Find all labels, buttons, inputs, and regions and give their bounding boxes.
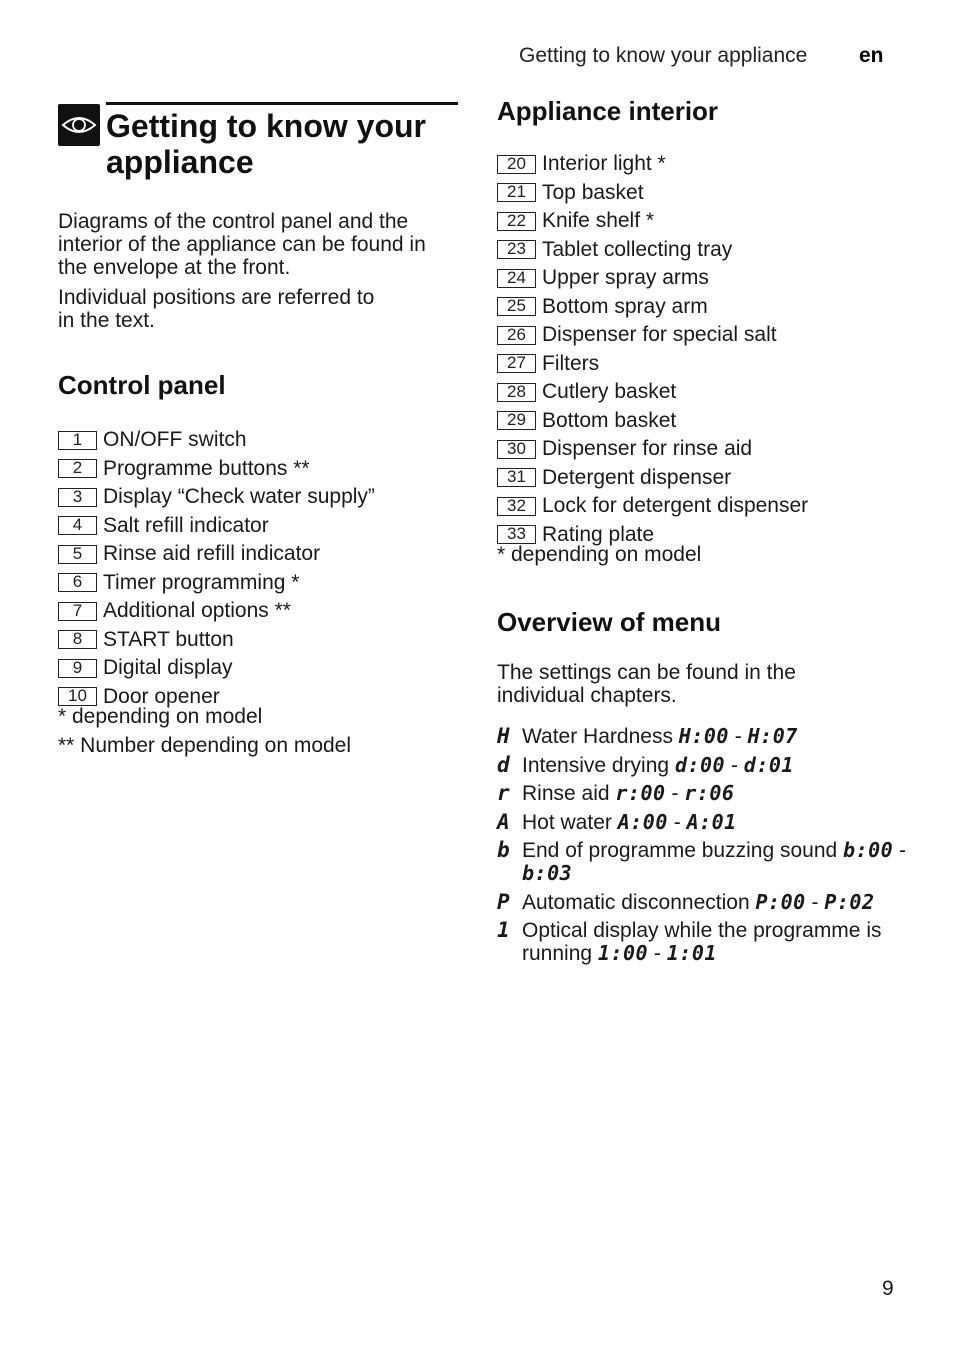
range-start: P:00 [755,889,806,914]
running-header-title: Getting to know your appliance [519,44,808,67]
position-number: 31 [497,468,536,487]
list-item [497,179,917,208]
item-label: Salt refill indicator [103,513,269,537]
footnote: * depending on model [497,543,702,566]
menu-item: H Water Hardness H:00 - H:07 [497,724,798,748]
control-panel-list [58,426,458,711]
menu-label: Rinse aid [522,782,610,805]
item-label: Timer programming * [103,570,300,594]
item-label: Knife shelf * [542,209,655,233]
item-label: Dispenser for special salt [542,323,777,347]
position-number: 26 [497,326,536,345]
item-label: Filters [542,351,600,375]
overview-intro: The settings can be found in the individual chapters. [497,661,796,707]
list-item [58,654,458,683]
appliance-interior-heading: Appliance interior [497,96,719,126]
range-end: r:06 [684,781,735,805]
position-number: 27 [497,354,536,373]
item-label: Rating plate [542,522,655,546]
position-number: 10 [58,687,97,706]
page-number: 9 [882,1277,894,1300]
position-number: 20 [497,155,536,174]
range-end: b:03 [522,861,573,885]
title-rule [106,102,458,105]
list-item [58,483,458,512]
menu-label: Automatic disconnection [522,890,750,914]
intro-paragraph-2: Individual positions are referred to in the text. [58,286,375,332]
list-item [497,321,917,350]
position-number: 6 [58,573,97,592]
menu-label: Hot water [522,810,612,834]
menu-symbol: P [497,889,510,914]
item-label: Interior light * [542,152,666,176]
range-end: 1:01 [666,941,717,965]
range-start: d:00 [674,752,726,777]
menu-symbol: b [497,838,510,862]
item-label: Programme buttons ** [103,456,310,480]
range-start: r:00 [615,781,666,805]
footnote-2: ** Number depending on model [58,734,352,757]
range-start: A:00 [617,809,668,834]
menu-symbol: H [497,724,510,748]
range-end: H:07 [747,724,798,748]
menu-item: A Hot water A:00 - A:01 [497,809,737,834]
item-label: Rinse aid refill indicator [103,542,321,566]
position-number: 23 [497,240,536,259]
item-label: Bottom basket [542,408,677,432]
list-item [497,236,917,265]
position-number: 28 [497,383,536,402]
list-item [58,626,458,655]
position-number: 22 [497,212,536,231]
list-item [58,512,458,541]
position-number: 9 [58,659,97,678]
item-label: Digital display [103,656,233,680]
range-end: A:01 [686,809,737,834]
item-label: Door opener [103,684,220,708]
list-item [497,435,917,464]
menu-item: 1 Optical display while the programme is running 1:00 - 1:01 [497,918,882,965]
right-column [497,96,917,971]
position-number: 33 [497,525,536,544]
item-label: Lock for detergent dispenser [542,494,809,518]
range-start: H:00 [678,724,729,748]
position-number: 5 [58,545,97,564]
item-label: ON/OFF switch [103,428,247,452]
list-item [497,264,917,293]
menu-item: P Automatic disconnection P:00 - P:02 [497,889,875,914]
list-item [58,540,458,569]
intro-paragraph: Diagrams of the control panel and the interior of the appliance can be found in the envelope at the front. [58,210,426,279]
list-item [497,464,917,493]
list-item [58,455,458,484]
menu-symbol: r [497,781,510,805]
range-start: 1:00 [597,941,649,965]
position-number: 4 [58,516,97,535]
menu-symbol: d [497,752,510,777]
menu-label: Water Hardness [522,725,673,748]
list-item [497,407,917,436]
menu-overview-list [497,725,917,965]
menu-item: b End of programme buzzing sound b:00 - b:03 [497,838,907,885]
position-number: 8 [58,630,97,649]
item-label: Upper spray arms [542,266,709,290]
list-item [497,492,917,521]
item-label: Detergent dispenser [542,465,732,489]
item-label: Bottom spray arm [542,294,708,318]
item-label: Dispenser for rinse aid [542,437,753,461]
item-label: Top basket [542,180,644,204]
list-item [497,207,917,236]
section-title [58,102,458,180]
overview-heading: Overview of menu [497,607,721,637]
range-end: d:01 [743,752,794,777]
menu-symbol: A [497,809,510,834]
position-number: 2 [58,459,97,478]
list-item [58,426,458,455]
menu-label: End of programme buzzing sound [522,839,838,862]
menu-label: Intensive drying [522,753,670,777]
position-number: 7 [58,602,97,621]
position-number: 32 [497,497,536,516]
item-label: Display “Check water supply” [103,485,375,509]
list-item [497,350,917,379]
item-label: START button [103,627,234,651]
menu-item: d Intensive drying d:00 - d:01 [497,752,794,777]
appliance-interior-list [497,150,917,549]
eye-icon [58,104,100,146]
position-number: 3 [58,488,97,507]
list-item [497,378,917,407]
footnote: * depending on model [58,705,263,728]
language-code: en [859,44,884,67]
position-number: 29 [497,411,536,430]
position-number: 21 [497,183,536,202]
list-item [58,597,458,626]
range-start: b:00 [843,838,894,862]
position-number: 25 [497,297,536,316]
running-header [519,44,899,68]
list-item [497,293,917,322]
position-number: 30 [497,440,536,459]
range-end: P:02 [824,889,875,914]
menu-label: Optical display while the programme is running [522,919,882,965]
list-item [58,569,458,598]
position-number: 24 [497,269,536,288]
page-title: Getting to know your appliance [106,108,426,180]
position-number: 1 [58,431,97,450]
control-panel-heading: Control panel [58,370,226,400]
item-label: Additional options ** [103,599,291,623]
menu-symbol: 1 [497,918,510,942]
item-label: Tablet collecting tray [542,237,733,261]
menu-item: r Rinse aid r:00 - r:06 [497,781,735,805]
item-label: Cutlery basket [542,380,677,404]
left-column [58,102,458,758]
list-item [497,150,917,179]
